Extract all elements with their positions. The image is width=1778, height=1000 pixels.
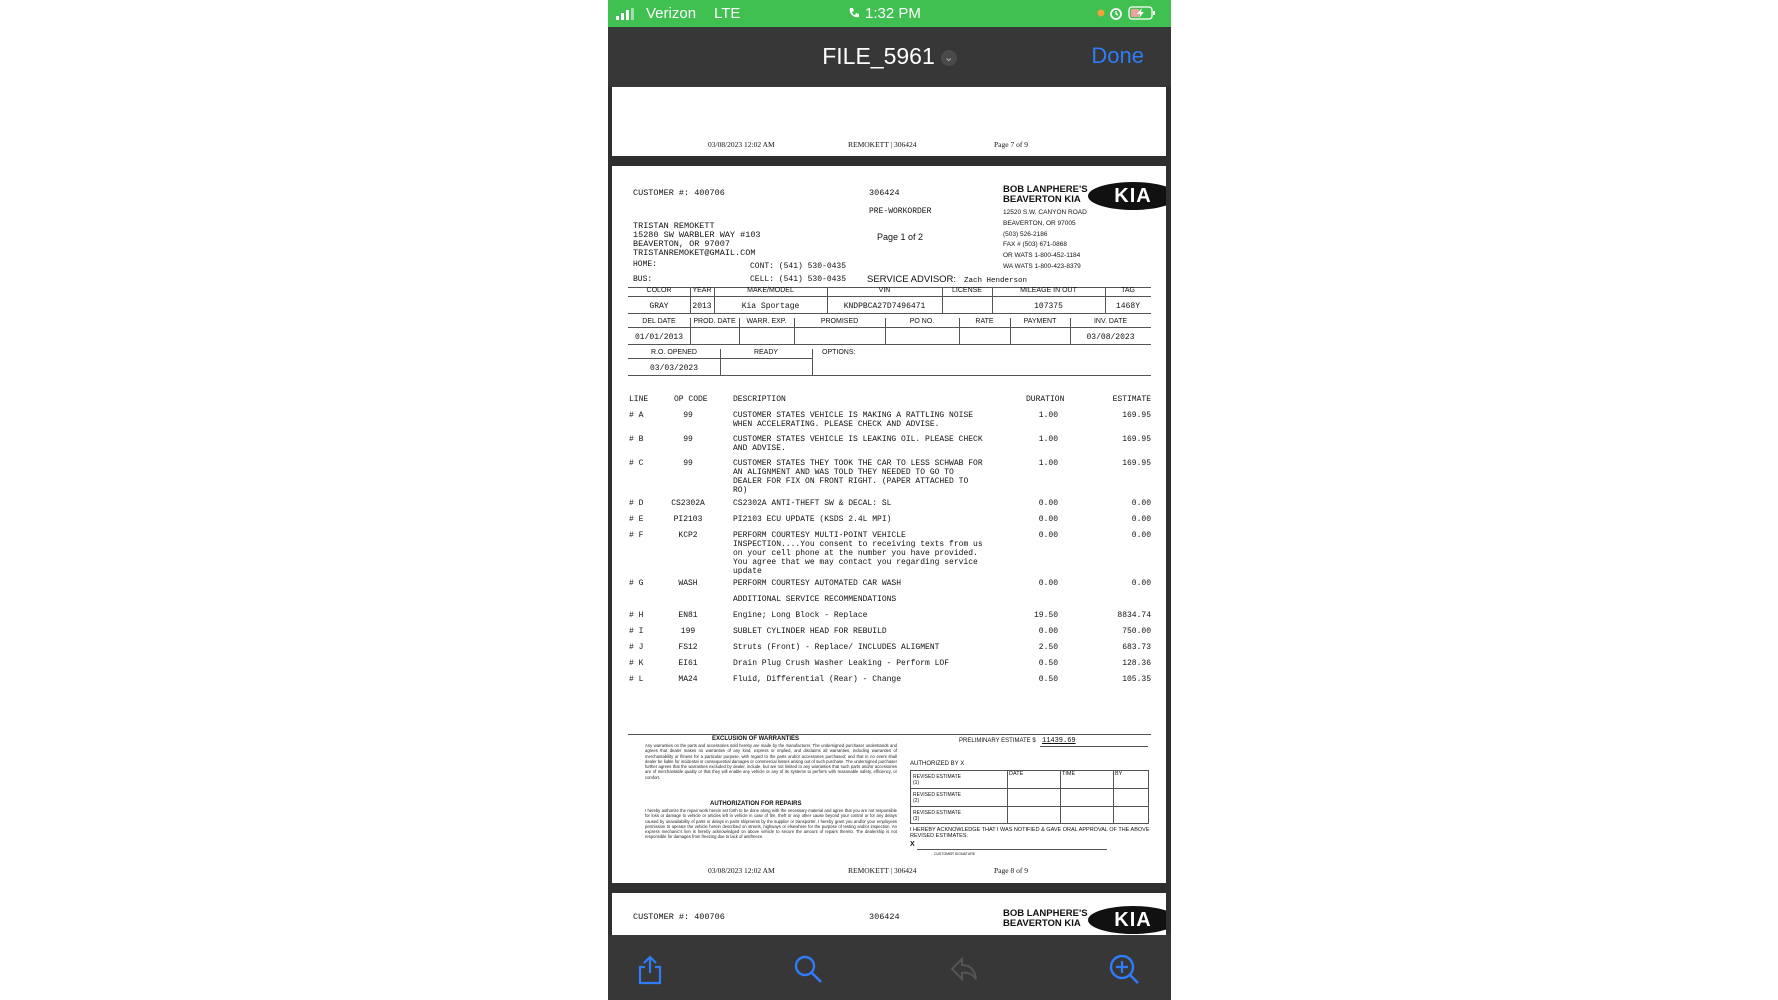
- markup-pen-icon[interactable]: [948, 953, 980, 985]
- line-estimate: 105.35: [1122, 675, 1151, 684]
- signal-icon: [616, 8, 634, 20]
- op-code: WASH: [678, 579, 698, 588]
- bottom-toolbar: [608, 935, 1171, 1000]
- line-code: # F: [629, 531, 644, 540]
- share-icon[interactable]: [634, 953, 666, 985]
- vehicle-vin: KNDPBCA27D7496471: [843, 302, 926, 311]
- cell-phone: CELL: (541) 530-0435: [750, 275, 847, 284]
- grid-header: VIN: [878, 287, 891, 294]
- line-duration: 1.00: [1038, 435, 1058, 444]
- line-description: WHEN ACCELERATING. PLEASE CHECK AND ADVISE.: [733, 420, 940, 429]
- network-label: LTE: [714, 5, 741, 22]
- dealer-address: [1003, 208, 1087, 273]
- line-code: # E: [629, 515, 644, 524]
- phone-icon: [848, 7, 860, 19]
- grid-header: PAYMENT: [1023, 318, 1057, 325]
- line-code: # A: [629, 411, 644, 420]
- prelim-estimate-value: 11439.69: [1042, 737, 1076, 745]
- line-code: # G: [629, 579, 644, 588]
- service-advisor: Zach Henderson: [964, 277, 1028, 285]
- dealer-address-line: (503) 526-2186: [1003, 230, 1048, 238]
- line-duration: 0.50: [1038, 659, 1058, 668]
- grid-header: PROMISED: [820, 318, 859, 325]
- page-footer-date: 03/08/2023 12:02 AM: [708, 866, 775, 875]
- workorder-type: PRE-WORKORDER: [869, 207, 932, 216]
- line-estimate: 683.73: [1122, 643, 1151, 652]
- line-code: # D: [629, 499, 644, 508]
- ro-opened: 03/03/2023: [649, 364, 698, 373]
- line-duration: 0.00: [1038, 627, 1058, 636]
- del-date: 01/01/2013: [634, 333, 683, 342]
- line-description: update: [733, 567, 762, 576]
- line-code: # H: [629, 611, 644, 620]
- line-description: DEALER FOR FIX ON FRONT RIGHT. (PAPER ATTACHED TO: [733, 477, 969, 486]
- line-description: SUBLET CYLINDER HEAD FOR REBUILD: [733, 627, 887, 636]
- line-estimate: 128.36: [1122, 659, 1151, 668]
- page-footer-number: Page 7 of 9: [994, 140, 1028, 149]
- line-description: Engine; Long Block - Replace: [733, 611, 868, 620]
- file-title: FILE_5961: [822, 43, 935, 69]
- line-estimate: 169.95: [1122, 435, 1151, 444]
- dealer-address-line: FAX # (503) 671-0868: [1003, 241, 1067, 249]
- line-description: PI2103 ECU UPDATE (KSDS 2.4L MPI): [733, 515, 892, 524]
- customer-address-line: BEAVERTON, OR 97007: [633, 239, 730, 249]
- dealer-name: [1003, 909, 1088, 929]
- rev-header: BY: [1115, 771, 1123, 777]
- line-description: CS2302A ANTI-THEFT SW & DECAL: SL: [733, 499, 892, 508]
- customer-name: TRISTAN REMOKETT: [633, 221, 715, 231]
- line-estimate: 0.00: [1131, 579, 1151, 588]
- line-code: # L: [629, 675, 644, 684]
- line-description: CUSTOMER STATES THEY TOOK THE CAR TO LESS SCHWAB FOR: [733, 459, 983, 468]
- vehicle-year: 2013: [692, 302, 712, 311]
- page-7: [612, 87, 1166, 156]
- op-code: FS12: [678, 643, 698, 652]
- line-description: You agree that we may contact you regarding service: [733, 558, 978, 567]
- grid-header: WARR. EXP.: [746, 318, 787, 325]
- line-code: # B: [629, 435, 644, 444]
- prelim-estimate-label: PRELIMINARY ESTIMATE $: [959, 738, 1036, 744]
- dealer-name: [1003, 185, 1088, 205]
- line-code: # J: [629, 643, 644, 652]
- customer-address-line: 15280 SW WARBLER WAY #103: [633, 230, 761, 240]
- op-code: EN81: [678, 611, 698, 620]
- home-label: HOME:: [633, 260, 658, 269]
- line-description: Struts (Front) - Replace/ INCLUDES ALIGMENT: [733, 643, 940, 652]
- page-footer-ref: REMOKETT | 306424: [848, 866, 917, 875]
- grid-header: LICENSE: [952, 287, 982, 294]
- line-duration: 19.50: [1033, 611, 1058, 620]
- grid-header: DEL DATE: [642, 318, 676, 325]
- orange-dot-icon: [1097, 9, 1105, 17]
- ack-text: I HEREBY ACKNOWLEDGE THAT I WAS NOTIFIED & GAVE ORAL APPROVAL OF THE ABOVE REVISED ESTIMATES.: [910, 827, 1150, 839]
- line-duration: 0.00: [1038, 515, 1058, 524]
- page-footer-date: 03/08/2023 12:02 AM: [708, 140, 775, 149]
- line-description: Drain Plug Crush Washer Leaking - Perform LOF: [733, 659, 950, 668]
- line-description: CUSTOMER STATES VEHICLE IS MAKING A RATTLING NOISE: [733, 411, 974, 420]
- vehicle-tag: 1468Y: [1115, 302, 1140, 311]
- file-title-menu[interactable]: [608, 43, 1171, 70]
- line-estimate: 750.00: [1122, 627, 1151, 636]
- page-footer-number: Page 8 of 9: [994, 866, 1028, 875]
- line-duration: 0.50: [1038, 675, 1058, 684]
- grid-header: YEAR: [692, 287, 712, 294]
- op-code: PI2103: [673, 515, 703, 524]
- page-8: [612, 166, 1166, 883]
- ro-number: 306424: [869, 912, 900, 922]
- line-duration: 1.00: [1038, 411, 1058, 420]
- line-duration: 1.00: [1038, 459, 1058, 468]
- line-description: on your cell phone at the number you have provided.: [733, 549, 978, 558]
- op-code: 199: [680, 627, 696, 636]
- dealer-name-line1: BOB LANPHERE'S: [1003, 184, 1088, 195]
- grid-header: MAKE/MODEL: [747, 287, 794, 294]
- grid-header: OPTIONS:: [822, 349, 856, 356]
- line-duration: 2.50: [1038, 643, 1058, 652]
- grid-header: INV. DATE: [1093, 318, 1128, 325]
- line-estimate: 0.00: [1131, 515, 1151, 524]
- line-description: Fluid, Differential (Rear) - Change: [733, 675, 902, 684]
- page-counter: Page 1 of 2: [877, 232, 924, 242]
- warranty-title: EXCLUSION OF WARRANTIES: [712, 736, 800, 742]
- op-code: EI61: [678, 659, 698, 668]
- cont-phone: CONT: (541) 530-0435: [750, 262, 847, 271]
- line-description: INSPECTION....You consent to receiving texts from us: [733, 540, 983, 549]
- vehicle-color: GRAY: [649, 302, 669, 311]
- dealer-address-line: WA WATS 1-800-423-8379: [1003, 262, 1081, 270]
- clock: 1:32 PM: [865, 5, 921, 22]
- warranty-text: Any warranties on the parts and accessories sold hereby are made by the manufacturer. The undersigned purchaser understands and agrees that dealer makes no warranties of any kind, express or implied, and disclaims all warranties, including warranties of merchantability or fitness for a particular purpose, with regard to the parts and/or accessories purchased; and that in no event shall dealer be liable for incidental or consequential damages or commercial losses arising out of such purchase. The undersigned purchaser further agrees that the warranties excluded by dealer, include, but are not limited to any warranties that such parts and/or accessories are of merchantable quality or that they will enable any vehicle or any of its systems to perform with reasonable safety, efficiency, or comfort.: [645, 743, 897, 780]
- line-description: AND ADVISE.: [733, 444, 786, 453]
- col-duration: DURATION: [1026, 395, 1065, 404]
- col-estimate: ESTIMATE: [1112, 395, 1151, 404]
- rev-row-label: REVISED ESTIMATE (2): [913, 792, 961, 804]
- search-icon[interactable]: [792, 953, 824, 985]
- customer-email: TRISTANREMOKET@GMAIL.COM: [633, 248, 756, 258]
- dealer-name-line2: BEAVERTON KIA: [1003, 194, 1081, 205]
- col-description: DESCRIPTION: [733, 395, 786, 404]
- grid-header: PROD. DATE: [693, 318, 736, 325]
- line-description: PERFORM COURTESY AUTOMATED CAR WASH: [733, 579, 902, 588]
- kia-logo: KIA: [1088, 182, 1166, 210]
- status-bar: [608, 0, 1171, 27]
- op-code: MA24: [678, 675, 698, 684]
- line-description: CUSTOMER STATES VEHICLE IS LEAKING OIL. PLEASE CHECK: [733, 435, 983, 444]
- auth-text: I hereby authorize the repair work herein set forth to be done along with the necessary material and agree that you are not responsible for loss or damage to vehicle or articles left in vehicle in case of fire, theft or any other cause beyond your control or for any delays caused by unavailability of parts or delays in parts shipments by the supplier or transporter. I hereby grant you and/or your employees permission to operate the vehicle herein described on streets, highways or elsewhere for the purpose of testing and/or inspection. An express mechanic's lien is hereby acknowledged on above vehicle to secure the amount of repairs thereto. The dealership is not responsible for damages from freezing due to lack of antifreeze.: [645, 808, 897, 840]
- rev-header: TIME: [1062, 771, 1076, 777]
- authorized-by: AUTHORIZED BY X: [910, 761, 965, 767]
- document-viewer[interactable]: [608, 87, 1171, 935]
- op-code: KCP2: [678, 531, 698, 540]
- grid-header: TAG: [1121, 287, 1135, 294]
- line-estimate: 169.95: [1122, 411, 1151, 420]
- inv-date: 03/08/2023: [1086, 333, 1135, 342]
- battery-charging-icon: [1128, 6, 1158, 20]
- vehicle-mileage: 107375: [1034, 302, 1063, 311]
- line-code: # K: [629, 659, 644, 668]
- signature-x: X: [910, 841, 915, 848]
- dealer-name-line2: BEAVERTON KIA: [1003, 918, 1081, 929]
- page-footer-ref: REMOKETT | 306424: [848, 140, 917, 149]
- line-description: RO): [733, 486, 748, 495]
- op-code: 99: [683, 411, 693, 420]
- grid-header: READY: [753, 349, 779, 356]
- line-estimate: 0.00: [1131, 499, 1151, 508]
- op-code: CS2302A: [671, 499, 705, 508]
- line-duration: 0.00: [1038, 531, 1058, 540]
- grid-header: COLOR: [646, 287, 672, 294]
- carrier-label: Verizon: [646, 5, 697, 22]
- customer-address: [633, 222, 761, 258]
- line-estimate: 8834.74: [1117, 611, 1151, 620]
- op-code: 99: [683, 459, 693, 468]
- nav-bar: [608, 27, 1171, 87]
- customer-number: CUSTOMER #: 400706: [633, 188, 725, 198]
- kia-logo: KIA: [1088, 906, 1166, 934]
- line-estimate: 0.00: [1131, 531, 1151, 540]
- col-line: LINE: [629, 395, 649, 404]
- bus-label: BUS:: [633, 275, 653, 284]
- line-description: AN ALIGNMENT AND WAS TOLD THEY NEEDED TO GO TO: [733, 468, 954, 477]
- grid-header: R.O. OPENED: [651, 349, 697, 356]
- rev-row-label: REVISED ESTIMATE (1): [913, 774, 961, 786]
- done-button[interactable]: Done: [1091, 43, 1144, 68]
- col-opcode: OP CODE: [674, 395, 708, 404]
- dealer-name-line1: BOB LANPHERE'S: [1003, 908, 1088, 919]
- signature-label: CUSTOMER SIGNATURE: [934, 852, 976, 856]
- service-advisor-label: SERVICE ADVISOR:: [867, 274, 957, 285]
- line-code: # I: [629, 627, 644, 636]
- rev-row-label: REVISED ESTIMATE (3): [913, 810, 961, 822]
- phone-screen: [608, 0, 1171, 1000]
- line-duration: 0.00: [1038, 499, 1058, 508]
- rev-header: DATE: [1009, 771, 1024, 777]
- vehicle-model: Kia Sportage: [741, 302, 800, 311]
- grid-header: RATE: [975, 318, 994, 325]
- page-9: [612, 893, 1166, 935]
- customer-number: CUSTOMER #: 400706: [633, 912, 725, 922]
- zoom-in-icon[interactable]: [1108, 953, 1140, 985]
- grid-header: MILEAGE IN OUT: [1020, 287, 1077, 294]
- dealer-address-line: BEAVERTON, OR 97005: [1003, 219, 1076, 227]
- line-description: ADDITIONAL SERVICE RECOMMENDATIONS: [733, 595, 897, 604]
- line-code: # C: [629, 459, 644, 468]
- ro-number: 306424: [869, 188, 900, 198]
- line-description: PERFORM COURTESY MULTI-POINT VEHICLE: [733, 531, 906, 540]
- dealer-address-line: OR WATS 1-800-452-1184: [1003, 252, 1081, 260]
- dealer-address-line: 12520 S.W. CANYON ROAD: [1003, 209, 1087, 216]
- line-estimate: 169.95: [1122, 459, 1151, 468]
- grid-header: PO NO.: [909, 318, 935, 325]
- op-code: 99: [683, 435, 693, 444]
- line-duration: 0.00: [1038, 579, 1058, 588]
- chevron-down-icon[interactable]: ⌄: [941, 50, 957, 66]
- auth-title: AUTHORIZATION FOR REPAIRS: [710, 801, 802, 807]
- alarm-icon: [1109, 6, 1123, 20]
